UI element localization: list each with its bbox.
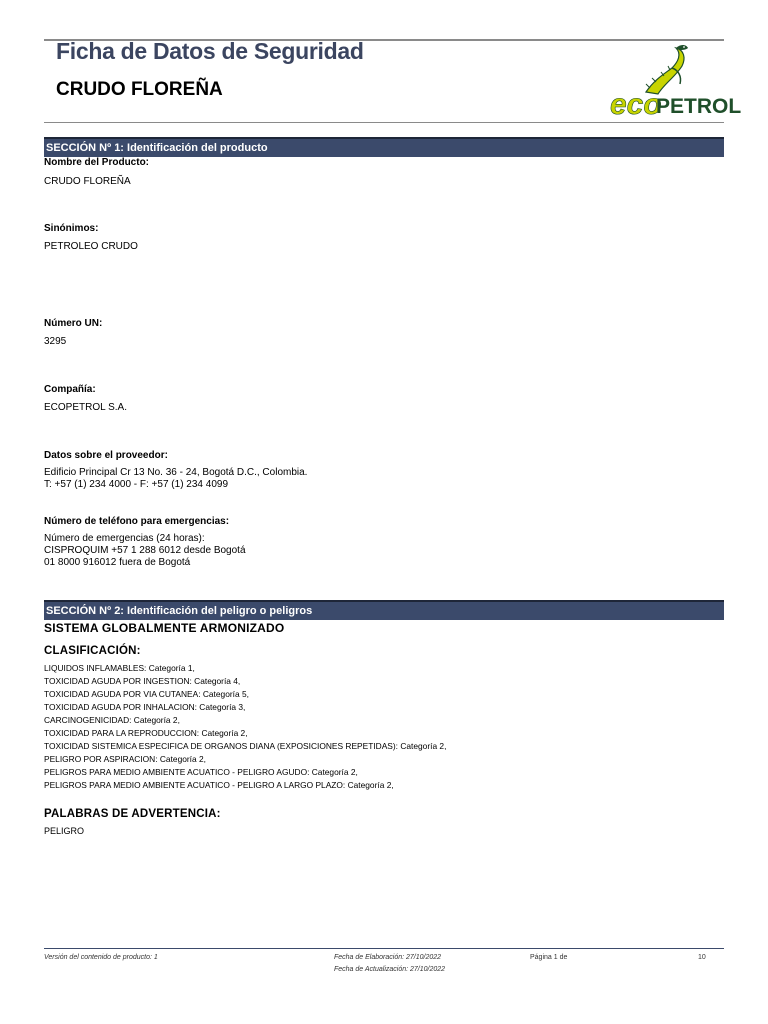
signal-word-value: PELIGRO: [44, 826, 85, 836]
company-value: ECOPETROL S.A.: [44, 402, 127, 413]
list-item: TOXICIDAD AGUDA POR VIA CUTANEA: Categoría 5,: [44, 689, 249, 699]
emergency-line-2: CISPROQUIM +57 1 288 6012 desde Bogotá: [44, 545, 246, 556]
emergency-line-3: 01 8000 916012 fuera de Bogotá: [44, 557, 191, 568]
synonyms-label: Sinónimos:: [44, 223, 99, 234]
product-name-value: CRUDO FLOREÑA: [44, 176, 131, 187]
supplier-line-2: T: +57 (1) 234 4000 - F: +57 (1) 234 4099: [44, 479, 229, 490]
list-item: PELIGROS PARA MEDIO AMBIENTE ACUATICO - PELIGRO A LARGO PLAZO: Categoría 2,: [44, 780, 394, 790]
product-title: CRUDO FLOREÑA: [56, 79, 223, 100]
footer-page-label: Página 1 de: [530, 954, 568, 961]
classification-list: [44, 662, 446, 792]
logo-petrol-text: PETROL: [656, 95, 742, 118]
un-number-label: Número UN:: [44, 318, 103, 329]
supplier-line-1: Edificio Principal Cr 13 No. 36 - 24, Bogotá D.C., Colombia.: [44, 467, 308, 478]
document-title: Ficha de Datos de Seguridad: [56, 38, 364, 64]
company-label: Compañía:: [44, 384, 96, 395]
footer-rule: [44, 948, 724, 949]
ecopetrol-logo: [606, 42, 742, 121]
section-2-bar: SECCIÓN Nº 2: Identificación del peligro o peligros: [44, 600, 724, 620]
classification-heading: CLASIFICACIÓN:: [44, 645, 141, 657]
header-bottom-rule: [44, 122, 724, 123]
iguana-icon: [646, 45, 688, 94]
footer-version: Versión del contenido de producto: 1: [44, 954, 158, 961]
supplier-label: Datos sobre el proveedor:: [44, 450, 168, 461]
ghs-heading: SISTEMA GLOBALMENTE ARMONIZADO: [44, 621, 285, 635]
list-item: PELIGRO POR ASPIRACION: Categoría 2,: [44, 754, 206, 764]
list-item: TOXICIDAD AGUDA POR INHALACION: Categoría 3,: [44, 702, 246, 712]
synonyms-value: PETROLEO CRUDO: [44, 241, 138, 252]
list-item: LIQUIDOS INFLAMABLES: Categoría 1,: [44, 663, 195, 673]
un-number-value: 3295: [44, 336, 67, 347]
footer-created-date: Fecha de Elaboración: 27/10/2022: [334, 954, 442, 961]
logo-eco-text: eco: [610, 88, 662, 121]
list-item: PELIGROS PARA MEDIO AMBIENTE ACUATICO - PELIGRO AGUDO: Categoría 2,: [44, 767, 358, 777]
emergency-label: Número de teléfono para emergencias:: [44, 516, 230, 527]
list-item: TOXICIDAD PARA LA REPRODUCCION: Categoría 2,: [44, 728, 248, 738]
emergency-line-1: Número de emergencias (24 horas):: [44, 533, 205, 544]
section-1-bar: SECCIÓN Nº 1: Identificación del producto: [44, 137, 724, 157]
footer-page-total: 10: [698, 954, 706, 961]
footer-updated-date: Fecha de Actualización: 27/10/2022: [334, 966, 446, 973]
list-item: CARCINOGENICIDAD: Categoría 2,: [44, 715, 180, 725]
product-name-label: Nombre del Producto:: [44, 157, 150, 168]
signal-word-heading: PALABRAS DE ADVERTENCIA:: [44, 808, 221, 820]
list-item: TOXICIDAD AGUDA POR INGESTION: Categoría 4,: [44, 676, 241, 686]
list-item: TOXICIDAD SISTEMICA ESPECIFICA DE ORGANOS DIANA (EXPOSICIONES REPETIDAS): Categoría 2,: [44, 741, 447, 751]
